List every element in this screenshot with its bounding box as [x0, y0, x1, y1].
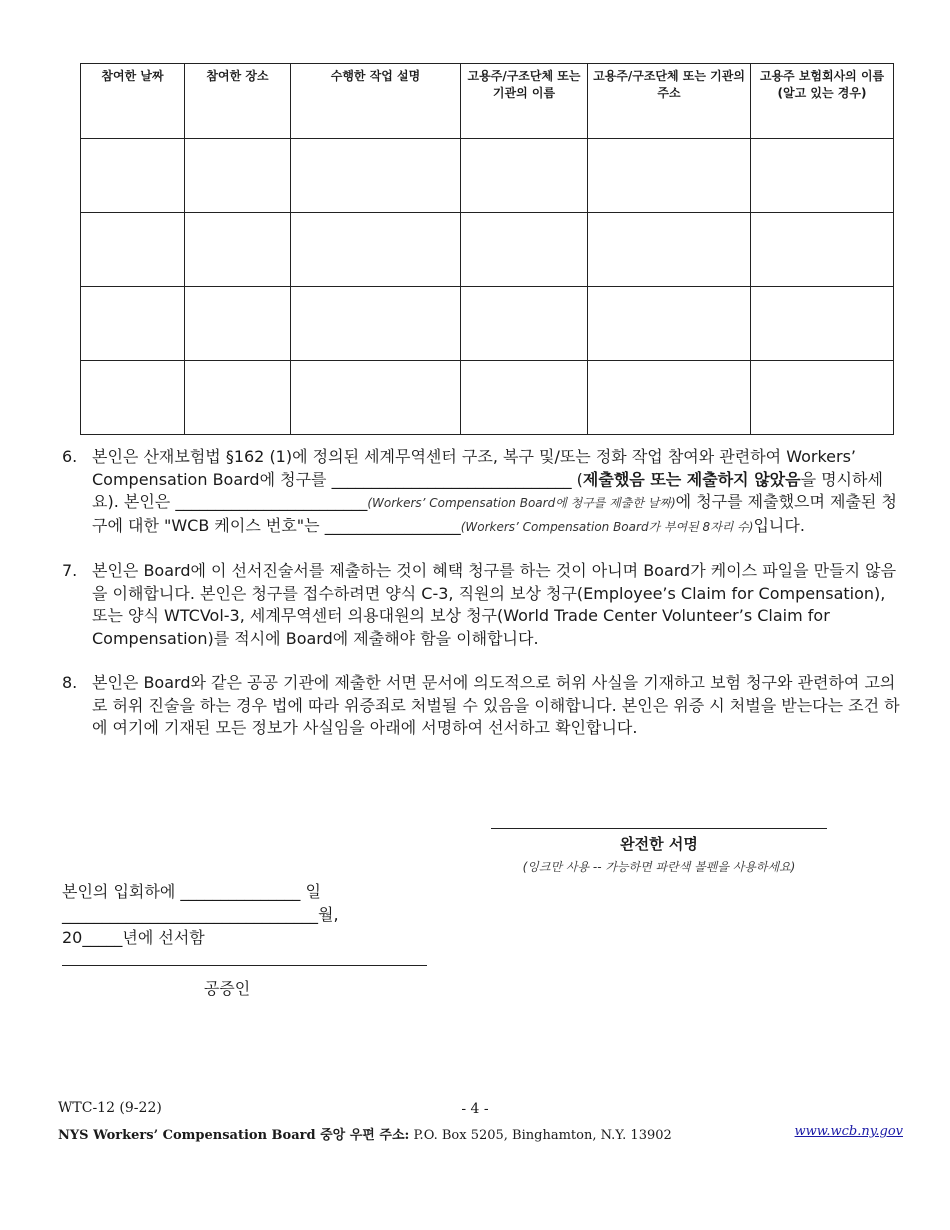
header-employer-name: 고용주/구조단체 또는 기관의 이름	[461, 64, 588, 139]
table-cell[interactable]	[588, 139, 751, 213]
filing-date-blank[interactable]: ________________________	[175, 492, 368, 511]
website-link[interactable]: www.wcb.ny.gov	[794, 1124, 903, 1139]
sworn-before-block	[62, 880, 339, 949]
table-cell[interactable]	[81, 213, 185, 287]
table-cell[interactable]	[185, 287, 291, 361]
table-row	[81, 139, 894, 213]
form-number: WTC-12 (9-22)	[58, 1100, 162, 1116]
case-number-note: (Workers’ Compensation Board가 부여된 8자리 수)	[460, 519, 754, 534]
table-row	[81, 361, 894, 435]
table-cell[interactable]	[588, 361, 751, 435]
table-cell[interactable]	[291, 287, 461, 361]
item6-text: 본인은 산재보험법 §162 (1)에 정의된 세계무역센터 구조, 복구 및/또는 정화 작업 참여와 관련하여 Workers’ Compensation Board에 청구를	[92, 447, 857, 489]
sworn-day-line[interactable]: 본인의 입회하에 _______________ 일	[62, 882, 321, 901]
statement-item-8	[62, 672, 902, 740]
table-cell[interactable]	[461, 213, 588, 287]
table-header-row	[81, 64, 894, 139]
item-number: 8.	[62, 673, 78, 692]
table-row	[81, 213, 894, 287]
header-date: 참여한 날짜	[81, 64, 185, 139]
table-cell[interactable]	[291, 213, 461, 287]
notary-signature-line[interactable]	[62, 965, 427, 966]
table-cell[interactable]	[751, 213, 894, 287]
participation-table	[80, 63, 894, 435]
item8-text: 본인은 Board와 같은 공공 기관에 제출한 서면 문서에 의도적으로 허위 사실을 기재하고 보험 청구와 관련하여 고의로 허위 진술을 하는 경우 법에 따라 위증죄로 처벌될 수 있음을 이해합니다. 본인은 위증 시 처벌을 받는다는 조건 하에 여기에 기재된 모든 정보가 사실임을 아래에 서명하여 선서하고 확인합니다.	[92, 673, 900, 737]
filing-date-note: (Workers’ Compensation Board에 청구를 제출한 날짜)	[367, 496, 676, 510]
claim-filed-blank[interactable]: ______________________________	[331, 469, 572, 489]
table-cell[interactable]	[461, 361, 588, 435]
table-cell[interactable]	[81, 287, 185, 361]
table-cell[interactable]	[461, 287, 588, 361]
table-cell[interactable]	[588, 287, 751, 361]
notary-label: 공증인	[203, 979, 251, 998]
sworn-year-line[interactable]: 20_____년에 선서함	[62, 928, 205, 947]
item6-paren: (	[571, 469, 583, 489]
signature-line[interactable]	[491, 828, 827, 829]
signature-note: (잉크만 사용 -- 가능하면 파란색 볼펜을 사용하세요)	[522, 860, 796, 874]
item-number: 7.	[62, 561, 78, 580]
sworn-month-line[interactable]: ________________________________월,	[62, 905, 339, 924]
header-employer-address: 고용주/구조단체 또는 기관의 주소	[588, 64, 751, 139]
page-number: - 4 -	[461, 1101, 489, 1117]
mailing-address	[58, 1124, 672, 1143]
table-cell[interactable]	[751, 361, 894, 435]
signature-label: 완전한 서명	[620, 835, 698, 853]
table-cell[interactable]	[751, 139, 894, 213]
header-insurer-name: 고용주 보험회사의 이름(알고 있는 경우)	[751, 64, 894, 139]
filed-or-not-emphasis: 제출했음 또는 제출하지 않았음	[582, 469, 801, 489]
statement-item-7	[62, 560, 902, 650]
table-cell[interactable]	[81, 139, 185, 213]
table-cell[interactable]	[291, 139, 461, 213]
item-number: 6.	[62, 447, 78, 466]
header-location: 참여한 장소	[185, 64, 291, 139]
table-cell[interactable]	[588, 213, 751, 287]
table-cell[interactable]	[185, 361, 291, 435]
statement-item-6	[62, 446, 902, 538]
statement-list	[62, 446, 902, 762]
address-text: P.O. Box 5205, Binghamton, N.Y. 13902	[409, 1128, 672, 1143]
wcb-case-number-blank[interactable]: _________________	[324, 515, 461, 535]
table-cell[interactable]	[461, 139, 588, 213]
item7-text: 본인은 Board에 이 선서진술서를 제출하는 것이 혜택 청구를 하는 것이 아니며 Board가 케이스 파일을 만들지 않음을 이해합니다. 본인은 청구를 접수하려면 양식 C-3, 직원의 보상 청구(Employee’s Claim for Compensation), 또는 양식 WTCVol-3, 세계무역센터 의용대원의 보상 청구(World Trade Center Volunteer’s Claim for Compensation)를 적시에 Board에 제출해야 함을 이해합니다.	[92, 561, 897, 648]
item6-text-4: 입니다.	[753, 515, 805, 535]
table-cell[interactable]	[291, 361, 461, 435]
header-work-description: 수행한 작업 설명	[291, 64, 461, 139]
item6-text-3: 에 청구를 제출했으며 제출된 청구에 대한 "WCB 케이스 번호"는	[92, 492, 897, 535]
table-row	[81, 287, 894, 361]
address-label: NYS Workers’ Compensation Board 중앙 우편 주소:	[58, 1128, 410, 1143]
table-cell[interactable]	[81, 361, 185, 435]
table-cell[interactable]	[185, 213, 291, 287]
table-cell[interactable]	[185, 139, 291, 213]
table-cell[interactable]	[751, 287, 894, 361]
item6-text-2: 을 명시하세요). 본인은	[92, 469, 883, 511]
